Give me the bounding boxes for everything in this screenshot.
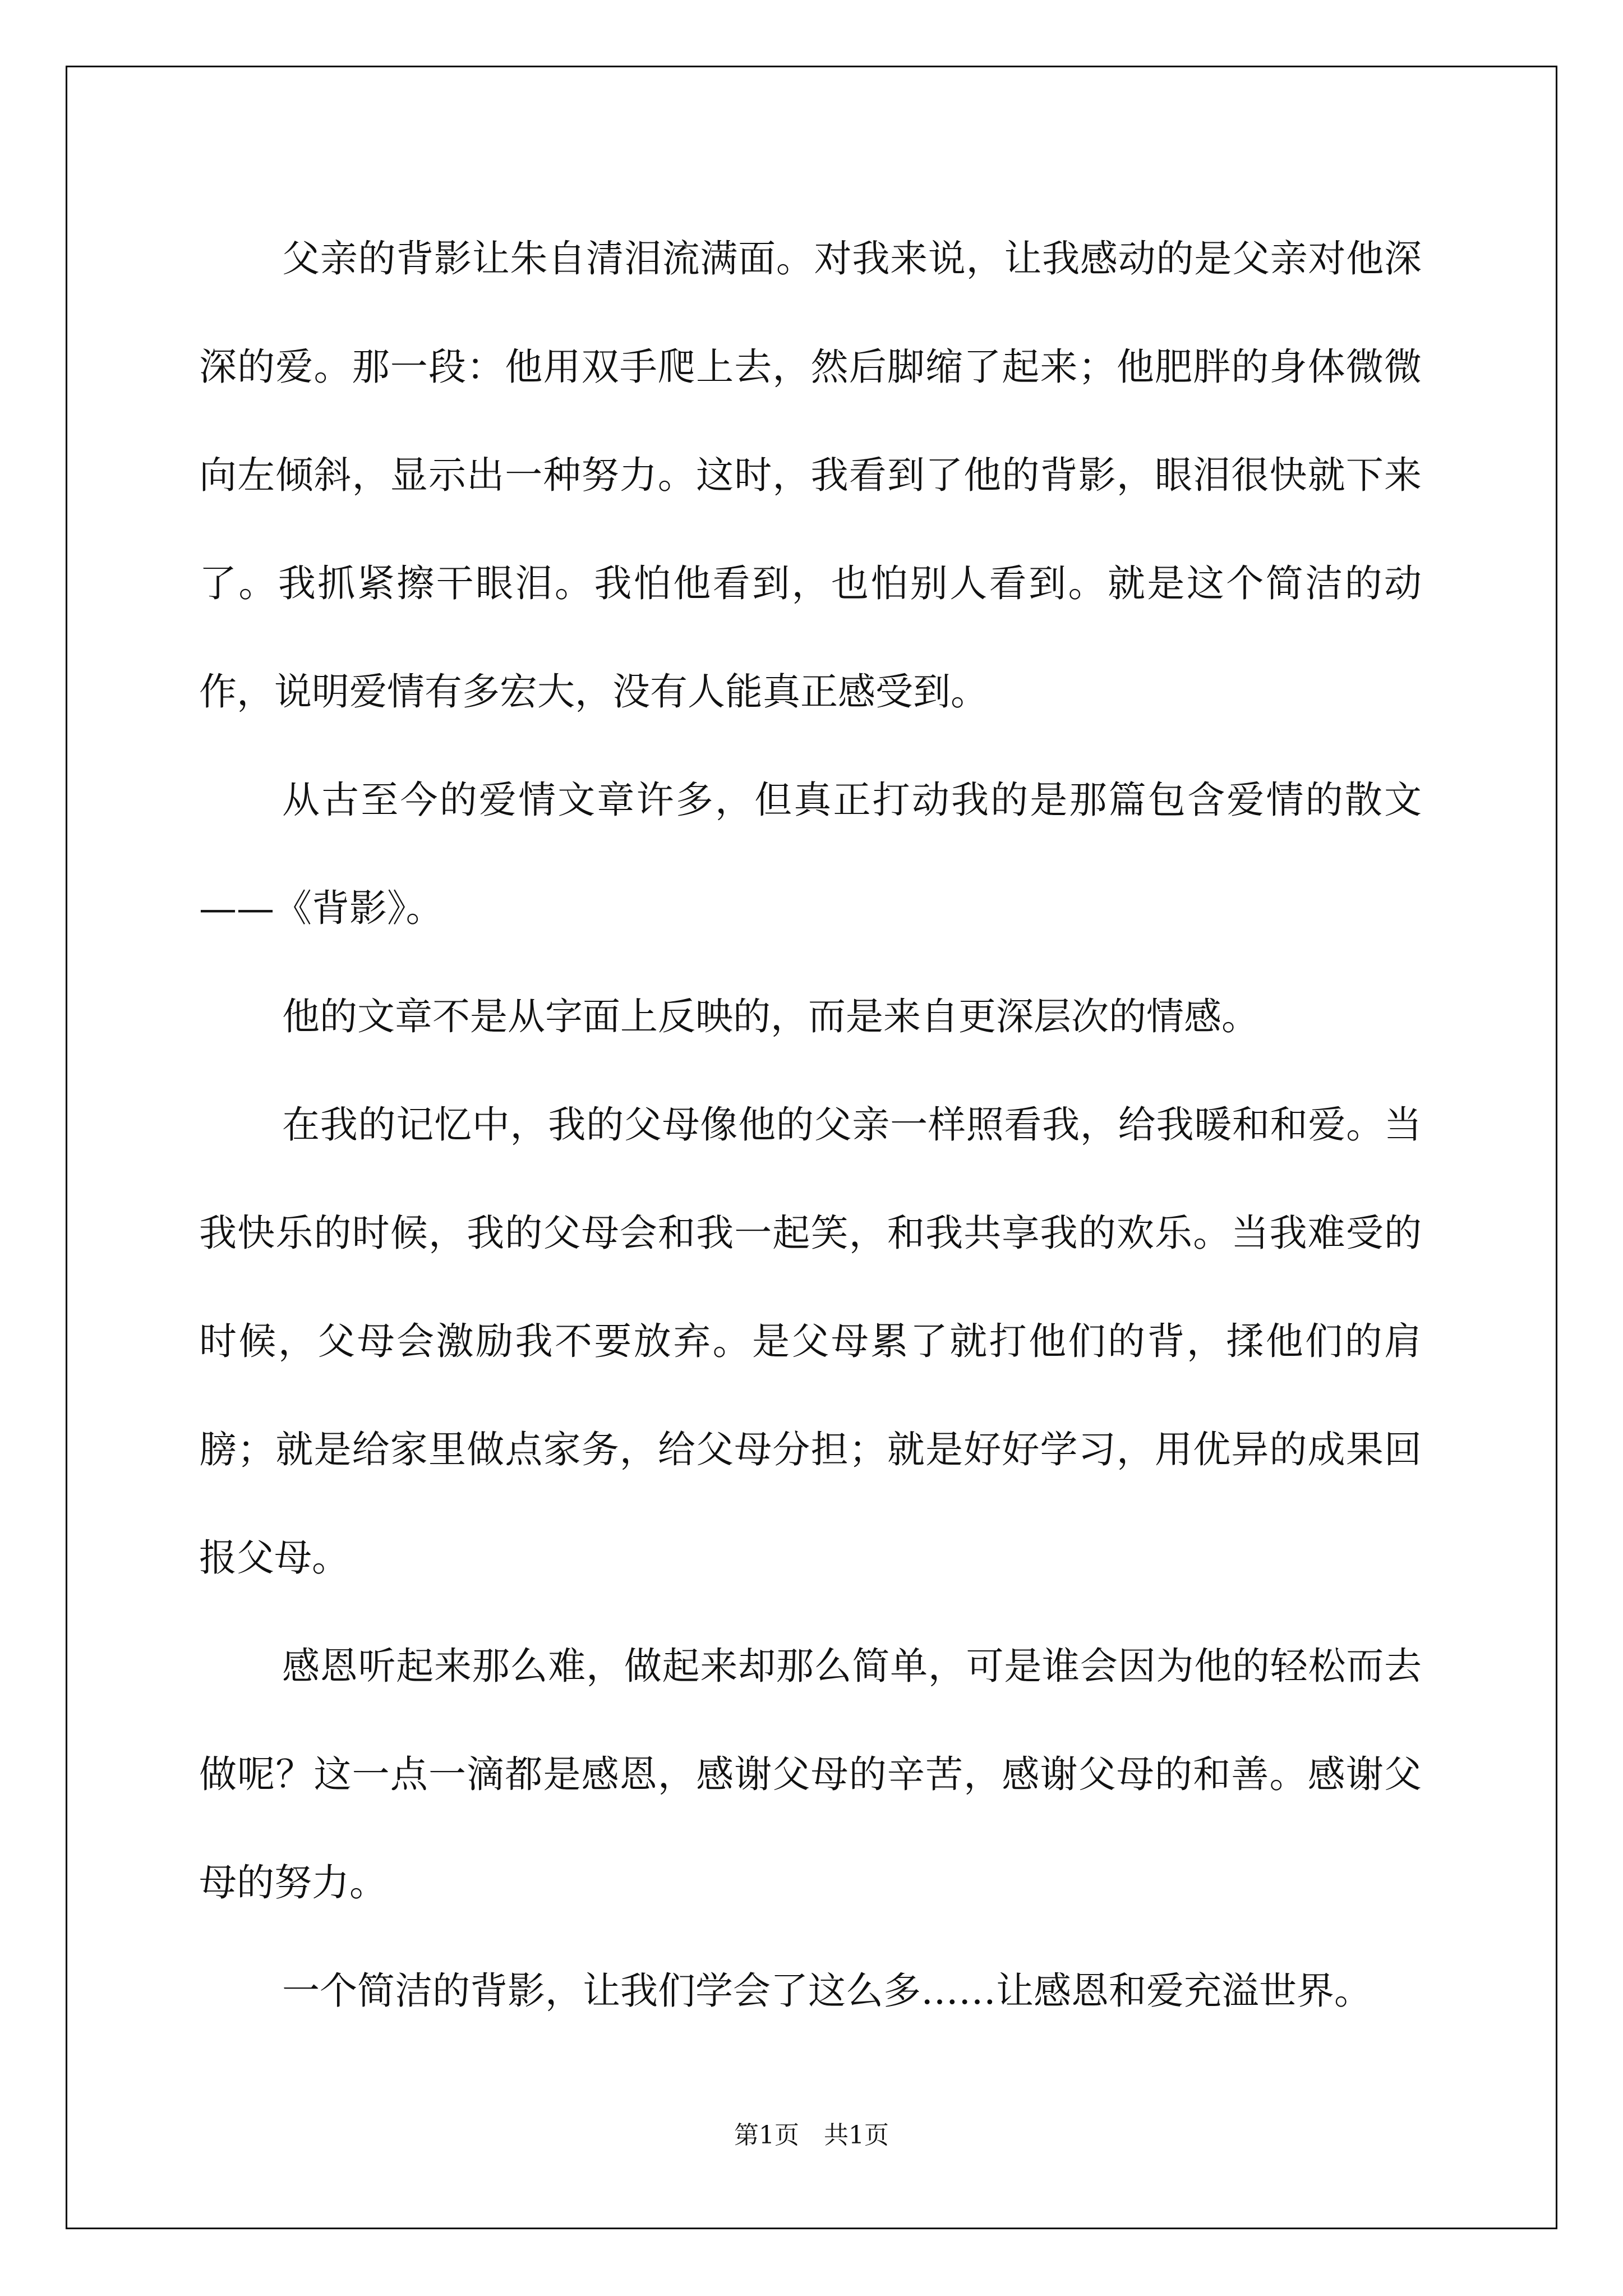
document-body — [199, 205, 1422, 2045]
paragraph-5: 感恩听起来那么难，做起来却那么简单，可是谁会因为他的轻松而去做呢？这一点一滴都是感恩，感谢父母的辛苦，感谢父母的和善。感谢父母的努力。 — [199, 1644, 1422, 1904]
paragraph-4: 在我的记忆中，我的父母像他的父亲一样照看我，给我暖和和爱。当我快乐的时候，我的父母会和我一起笑，和我共享我的欢乐。当我难受的时候，父母会激励我不要放弃。是父母累了就打他们的背，揉他们的肩膀；就是给家里做点家务，给父母分担；就是好好学习，用优异的成果回报父母。 — [199, 1103, 1422, 1580]
paragraph-3: 他的文章不是从字面上反映的，而是来自更深层次的情感。 — [282, 995, 1259, 1038]
page-number-footer: 第1页 共1页 — [734, 2121, 889, 2150]
paragraph-6: 一个简洁的背影，让我们学会了这么多……让感恩和爱充溢世界。 — [282, 1969, 1372, 2013]
paragraph-2: 从古至今的爱情文章许多，但真正打动我的是那篇包含爱情的散文——《背影》。 — [199, 778, 1422, 930]
paragraph-1: 父亲的背影让朱自清泪流满面。对我来说，让我感动的是父亲对他深深的爱。那一段：他用双手爬上去，然后脚缩了起来；他肥胖的身体微微向左倾斜，显示出一种努力。这时，我看到了他的背影，眼泪很快就下来了。我抓紧擦干眼泪。我怕他看到，也怕别人看到。就是这个简洁的动作，说明爱情有多宏大，没有人能真正感受到。 — [199, 237, 1422, 714]
